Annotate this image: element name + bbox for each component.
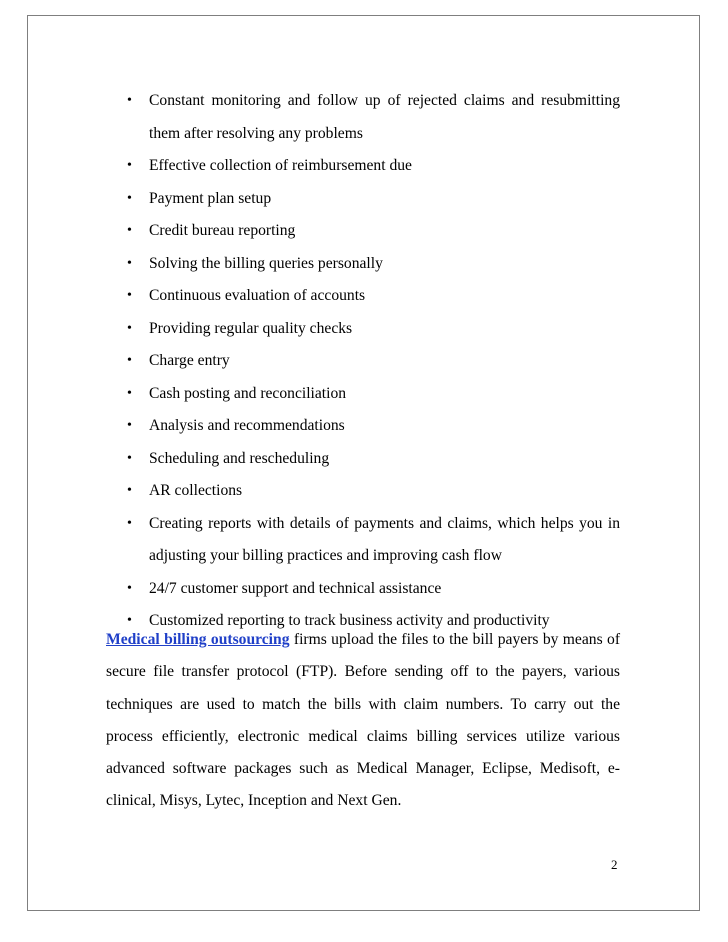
list-item (0, 150, 620, 183)
list-item-text: Solving the billing queries personally (149, 254, 383, 272)
list-item (0, 378, 620, 411)
services-bullet-list (0, 85, 728, 638)
bullet-icon: • (127, 515, 132, 531)
list-item-text: Customized reporting to track business activity and productivity (149, 612, 550, 629)
page-number: 2 (611, 857, 618, 872)
bullet-icon: • (127, 288, 132, 303)
list-item (0, 85, 620, 150)
list-item (0, 475, 620, 508)
list-item-text: Providing regular quality checks (149, 319, 353, 337)
bullet-icon: • (127, 190, 132, 206)
list-item-text: Charge entry (149, 352, 230, 369)
list-item (0, 183, 620, 216)
list-item (0, 280, 620, 313)
bullet-icon: • (127, 320, 132, 336)
bullet-icon: • (127, 223, 132, 238)
list-item-text: Creating reports with details of payments and claims, which helps you in adjusting your billing practices and improving cash flow (149, 514, 620, 564)
list-item-text: Credit bureau reporting (149, 222, 296, 239)
list-item-text: Scheduling and rescheduling (149, 449, 330, 467)
bullet-icon: • (127, 580, 132, 596)
bullet-icon: • (127, 93, 132, 108)
list-item (0, 215, 620, 248)
bullet-icon: • (127, 613, 132, 628)
list-item-text: AR collections (149, 482, 243, 499)
list-item (0, 248, 620, 281)
list-item-text: Effective collection of reimbursement due (149, 157, 412, 174)
medical-billing-outsourcing-link[interactable]: Medical billing outsourcing (106, 631, 290, 648)
list-item-text: Continuous evaluation of accounts (149, 287, 366, 304)
list-item (0, 313, 620, 346)
list-item (0, 508, 620, 573)
list-item (0, 410, 620, 443)
list-item-text: 24/7 customer support and technical assistance (149, 579, 442, 597)
bullet-icon: • (127, 385, 132, 401)
bullet-icon: • (127, 255, 132, 271)
bullet-icon: • (127, 158, 132, 173)
bullet-icon: • (127, 418, 132, 433)
list-item-text: Analysis and recommendations (149, 417, 345, 434)
list-item (0, 573, 620, 606)
body-paragraph (106, 624, 620, 818)
list-item (0, 443, 620, 476)
bullet-icon: • (127, 353, 132, 368)
list-item-text: Payment plan setup (149, 189, 272, 207)
list-item-text: Cash posting and reconciliation (149, 384, 347, 402)
paragraph-text: firms upload the files to the bill payers by means of secure file transfer protocol (FTP). Before sending off to the payers, various techniques are used to match the bills with claim numbers. To carry out the process efficiently, electronic medical claims billing services utilize various advanced software packages such as Medical Manager, Eclipse, Medisoft, e-clinical, Misys, Lytec, Inception and Next Gen. (106, 631, 621, 810)
bullet-icon: • (127, 450, 132, 466)
list-item (0, 345, 620, 378)
bullet-icon: • (127, 483, 132, 498)
list-item-text: Constant monitoring and follow up of rejected claims and resubmitting them after resolving any problems (149, 92, 620, 142)
